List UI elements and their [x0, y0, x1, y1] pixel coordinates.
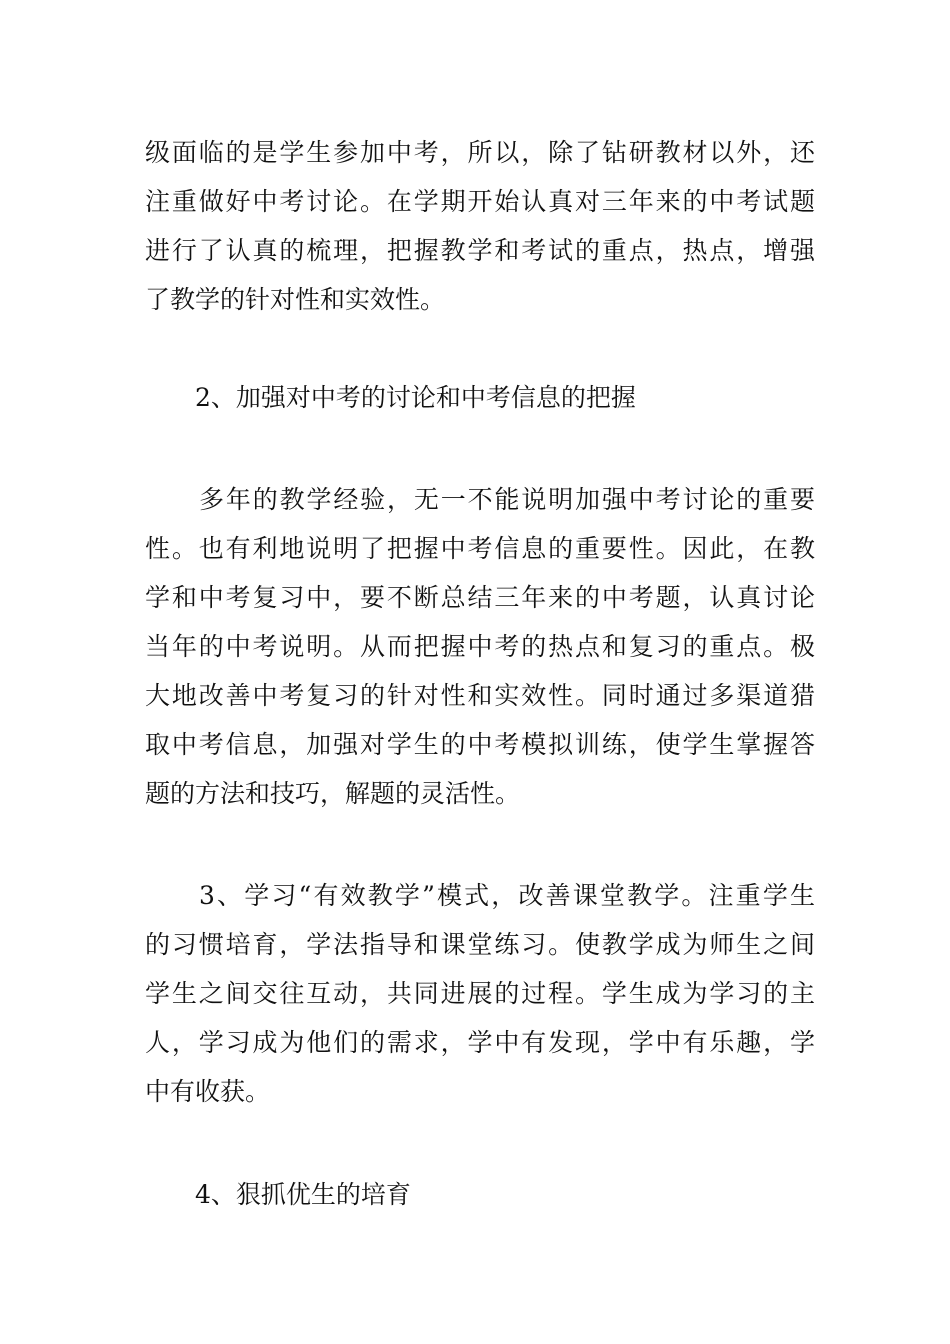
text-line: 人，学习成为他们的需求，学中有发现，学中有乐趣，学 [145, 1028, 815, 1057]
text-line: 当年的中考说明。从而把握中考的热点和复习的重点。极 [145, 632, 815, 661]
paragraph-section-3 [145, 871, 815, 1116]
text-line: 大地改善中考复习的针对性和实效性。同时通过多渠道猎 [145, 681, 815, 710]
text-line: 取中考信息，加强对学生的中考模拟训练，使学生掌握答 [145, 730, 815, 759]
text-line: 注重做好中考讨论。在学期开始认真对三年来的中考试题 [145, 187, 815, 216]
text-line: 级面临的是学生参加中考，所以，除了钻研教材以外，还 [145, 138, 815, 167]
heading-text: 4、狠抓优生的培育 [195, 1180, 411, 1209]
section-heading-4 [145, 1170, 815, 1219]
paragraph-intro [145, 128, 815, 324]
text-line: 了教学的针对性和实效性。 [145, 285, 446, 314]
text-line: 题的方法和技巧，解题的灵活性。 [145, 779, 521, 808]
section-heading-2 [145, 373, 815, 422]
text-line: 学和中考复习中，要不断总结三年来的中考题，认真讨论 [145, 583, 815, 612]
text-line: 学生之间交往互动，共同进展的过程。学生成为学习的主 [145, 979, 815, 1008]
text-line: 3、学习“有效教学”模式，改善课堂教学。注重学生 [199, 881, 815, 910]
text-line: 进行了认真的梳理，把握教学和考试的重点，热点，增强 [145, 236, 815, 265]
text-line: 中有收获。 [145, 1077, 271, 1106]
paragraph-section-2 [145, 475, 815, 818]
text-line: 多年的教学经验，无一不能说明加强中考讨论的重要 [199, 485, 815, 514]
heading-text: 2、加强对中考的讨论和中考信息的把握 [195, 383, 636, 412]
text-line: 性。也有利地说明了把握中考信息的重要性。因此，在教 [145, 534, 815, 563]
text-line: 的习惯培育，学法指导和课堂练习。使教学成为师生之间 [145, 930, 815, 959]
